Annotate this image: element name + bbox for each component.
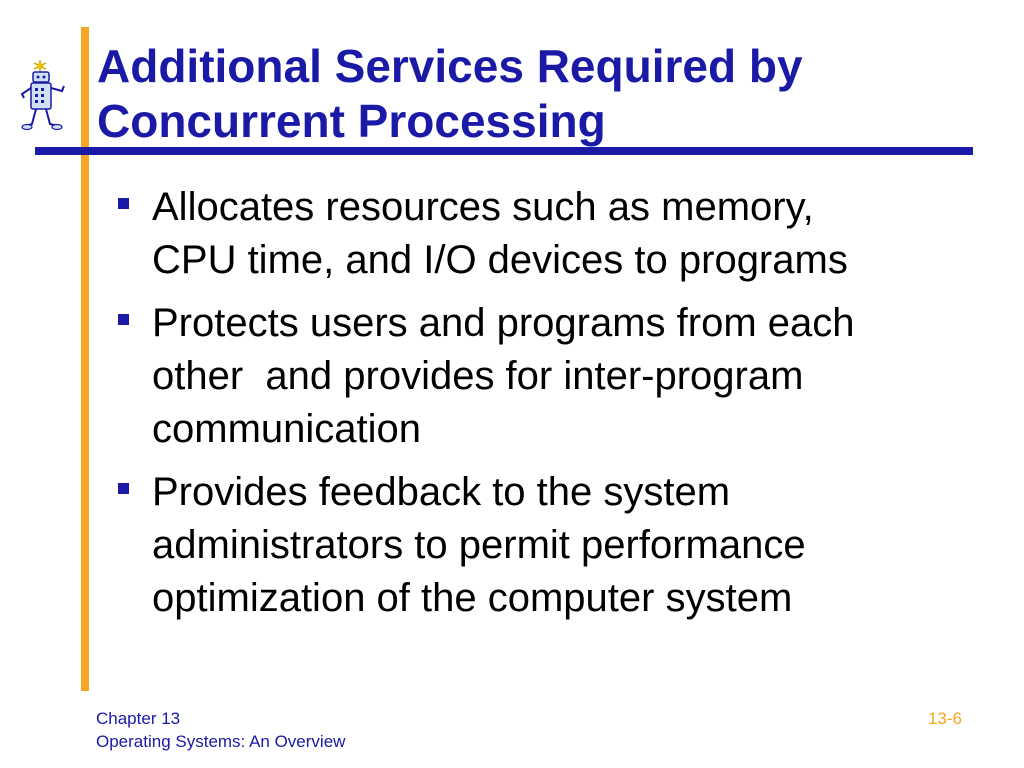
bullet-line: Protects users and programs from each <box>152 301 855 345</box>
slide-title <box>97 39 977 149</box>
footer-left <box>96 707 345 753</box>
bullet-line: Allocates resources such as memory, <box>152 185 814 229</box>
square-bullet-icon <box>118 483 129 494</box>
bullet-item <box>112 181 992 287</box>
robot-mascot-icon <box>18 58 70 136</box>
bullet-line: Provides feedback to the system <box>152 470 731 514</box>
title-line-2: Concurrent Processing <box>97 95 606 147</box>
page-number: 13-6 <box>927 709 962 728</box>
footer-book-title: Operating Systems: An Overview <box>96 732 346 751</box>
square-bullet-icon <box>118 198 129 209</box>
bullet-line: CPU time, and I/O devices to programs <box>152 238 848 282</box>
bullet-line: communication <box>152 407 422 451</box>
title-underline <box>35 147 973 155</box>
footer-chapter: Chapter 13 <box>96 709 181 728</box>
accent-bar <box>81 27 89 691</box>
square-bullet-icon <box>118 314 129 325</box>
bullet-line: other and provides for inter-program <box>152 354 804 398</box>
bullet-item <box>112 297 992 456</box>
bullet-item <box>112 466 992 625</box>
bullet-line: administrators to permit performance <box>152 523 806 567</box>
bullet-list <box>112 181 992 635</box>
title-line-1: Additional Services Required by <box>97 40 803 92</box>
bullet-line: optimization of the computer system <box>152 576 793 620</box>
